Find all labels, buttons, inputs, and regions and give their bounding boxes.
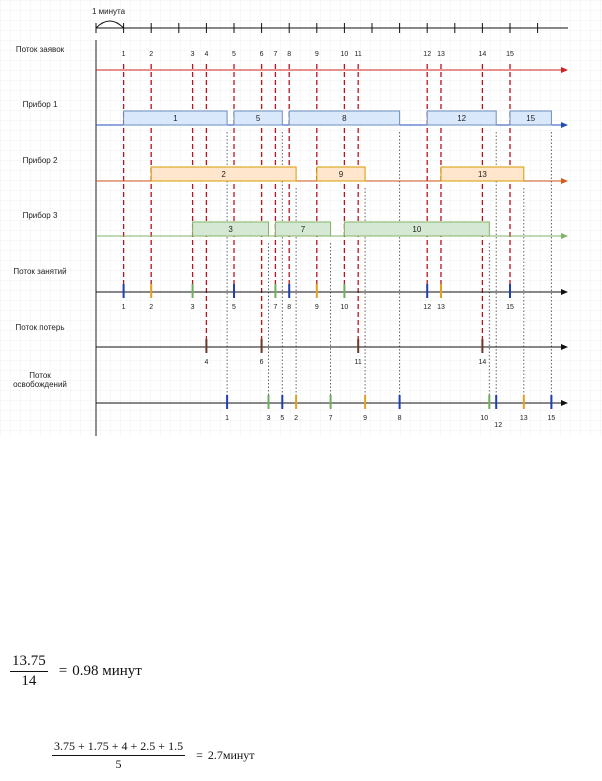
arrival-label: 6 (259, 51, 264, 58)
fraction-denominator: 5 (115, 757, 122, 771)
release-label: 2 (294, 415, 299, 422)
arrival-label: 11 (354, 51, 362, 58)
row-label: Поток потерь (15, 323, 65, 332)
job-bar-label: 15 (526, 114, 536, 123)
release-label: 5 (280, 415, 285, 422)
arrival-label: 12 (423, 51, 432, 58)
busy-label: 8 (287, 304, 292, 311)
job-bar-label: 10 (412, 225, 422, 234)
job-bar-label: 12 (457, 114, 467, 123)
arrival-label: 5 (232, 51, 236, 58)
loss-label: 11 (354, 359, 362, 366)
row-label: Поток (29, 371, 51, 380)
busy-label: 7 (273, 304, 278, 311)
busy-label: 10 (340, 304, 349, 311)
row-label: освобождений (13, 380, 67, 389)
equals-sign: = (58, 663, 68, 679)
job-bar-label: 5 (255, 114, 261, 123)
release-label: 1 (225, 415, 230, 422)
release-label: 8 (397, 415, 402, 422)
release-label: 9 (363, 415, 368, 422)
formula-result: 2.7минут (207, 748, 255, 762)
arrival-label: 3 (190, 51, 195, 58)
row-label: Поток заявок (15, 45, 65, 54)
row-label: Поток занятий (13, 267, 67, 276)
arrival-label: 8 (287, 51, 292, 58)
busy-label: 15 (506, 304, 514, 311)
formula-average-2 (52, 739, 255, 772)
release-label: 3 (266, 415, 271, 422)
busy-label: 9 (314, 304, 319, 311)
busy-label: 13 (437, 304, 445, 311)
formula-result: 0.98 минут (72, 663, 142, 679)
loss-label: 6 (259, 359, 264, 366)
loss-label: 14 (478, 359, 487, 366)
arrival-label: 10 (340, 51, 349, 58)
busy-label: 5 (232, 304, 236, 311)
release-label: 7 (328, 415, 333, 422)
job-bar-label: 7 (300, 225, 306, 234)
arrival-label: 7 (273, 51, 278, 58)
release-label: 15 (547, 415, 556, 422)
arrival-label: 2 (149, 51, 154, 58)
row-label: Прибор 2 (22, 156, 58, 165)
fraction-numerator: 3.75 + 1.75 + 4 + 2.5 + 1.5 (52, 739, 185, 756)
row-label: Прибор 3 (22, 211, 58, 220)
job-bar-label: 1 (173, 114, 178, 123)
fraction (10, 653, 48, 690)
release-label: 12 (494, 422, 503, 429)
arrival-label: 15 (506, 51, 514, 58)
scale-label: 1 минута (92, 7, 126, 16)
row-label: Прибор 1 (22, 100, 58, 109)
fraction-denominator: 14 (21, 673, 37, 689)
fraction-numerator: 13.75 (10, 653, 48, 672)
arrival-label: 13 (437, 51, 445, 58)
job-bar-label: 13 (477, 170, 487, 179)
busy-label: 12 (423, 304, 432, 311)
busy-label: 2 (149, 304, 154, 311)
arrival-label: 1 (121, 51, 126, 58)
job-bar-label: 9 (338, 170, 344, 179)
release-label: 13 (519, 415, 528, 422)
equals-sign: = (196, 748, 203, 762)
busy-label: 3 (190, 304, 195, 311)
job-bar-label: 8 (342, 114, 347, 123)
fraction (52, 739, 185, 772)
formula-average-1 (10, 653, 142, 690)
arrival-label: 4 (204, 51, 209, 58)
job-bar-label: 2 (221, 170, 226, 179)
arrival-label: 14 (478, 51, 487, 58)
release-label: 10 (480, 415, 489, 422)
busy-label: 1 (121, 304, 126, 311)
loss-label: 4 (204, 359, 209, 366)
job-bar-label: 3 (228, 225, 233, 234)
arrival-label: 9 (314, 51, 319, 58)
